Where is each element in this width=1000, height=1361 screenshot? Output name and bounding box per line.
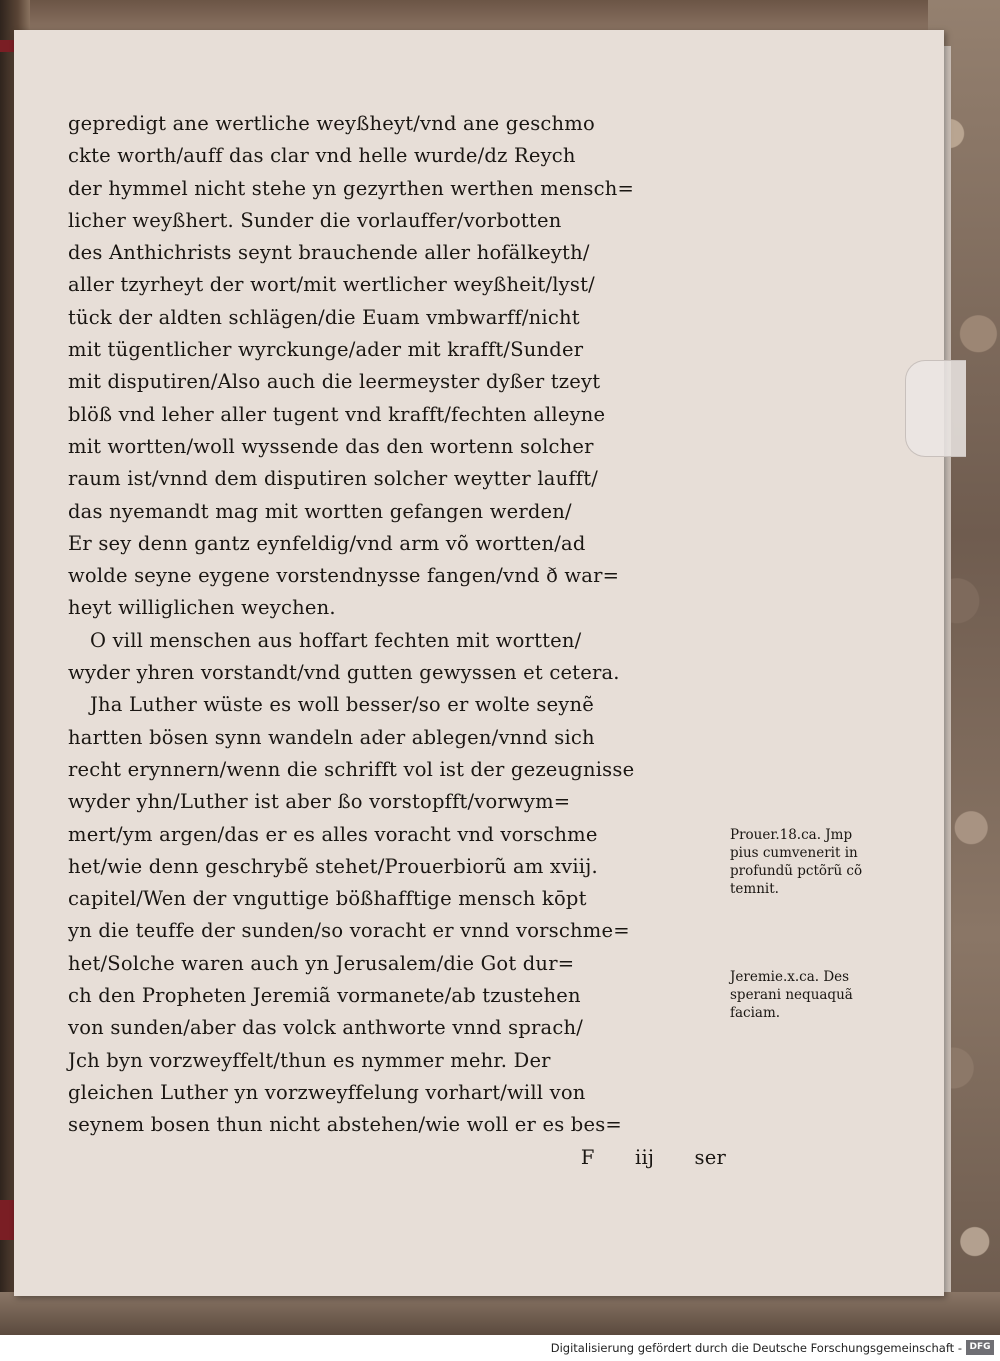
text-line: het/Solche waren auch yn Jerusalem/die Got dur=: [68, 951, 575, 975]
text-line: mert/ym argen/das er es alles voracht vnd vorschme: [68, 822, 598, 846]
text-line: het/wie denn geschrybẽ stehet/Prouerbiorũ am xviij.: [68, 854, 598, 878]
text-line: hartten bösen synn wandeln ader ablegen/vnnd sich: [68, 725, 595, 749]
margin-note-line: faciam.: [730, 1005, 781, 1021]
text-line: ckte worth/auff das clar vnd helle wurde/dz Reych: [68, 144, 576, 168]
text-line: von sunden/aber das volck anthworte vnnd sprach/: [68, 1016, 584, 1040]
text-line: ch den Propheten Jeremiã vormanete/ab tzustehen: [68, 984, 581, 1008]
margin-note-proverbs: [730, 826, 910, 898]
margin-note-jeremiah: [730, 968, 910, 1022]
text-line: tück der aldten schlägen/die Euam vmbwarff/nicht: [68, 305, 580, 329]
text-line: blöß vnd leher aller tugent vnd krafft/fechten alleyne: [68, 402, 606, 426]
margin-note-line: sperani nequaquã: [730, 987, 853, 1003]
text-line: wyder yhren vorstandt/vnd gutten gewyssen et cetera.: [68, 661, 620, 685]
text-line: mit disputiren/Also auch die leermeyster dyßer tzeyt: [68, 370, 601, 394]
text-line: Er sey denn gantz eynfeldig/vnd arm võ wortten/ad: [68, 531, 586, 555]
text-line: capitel/Wen der vnguttige bößhafftige mensch kōpt: [68, 887, 587, 911]
text-line: yn die teuffe der sunden/so voracht er vnnd vorschme=: [68, 919, 630, 943]
text-line: das nyemandt mag mit wortten gefangen werden/: [68, 499, 572, 523]
footer-bar: [0, 1335, 1000, 1361]
page-tab-marker: [905, 360, 966, 457]
text-line: licher weyßhert. Sunder die vorlauffer/vorbotten: [68, 208, 562, 232]
text-line: gepredigt ane wertliche weyßheyt/vnd ane geschmo: [68, 112, 595, 135]
text-line: aller tzyrheyt der wort/mit wertlicher weyßheit/lyst/: [68, 273, 595, 297]
text-line: mit tügentlicher wyrckunge/ader mit krafft/Sunder: [68, 338, 584, 362]
text-line: mit wortten/woll wyssende das den wortenn solcher: [68, 434, 594, 458]
book-bottom-edge: [0, 1292, 1000, 1335]
text-line: F iij ser: [580, 1145, 726, 1169]
text-line: gleichen Luther yn vorzweyffelung vorhart/will von: [68, 1080, 586, 1104]
text-line: seynem bosen thun nicht abstehen/wie woll er es bes=: [68, 1113, 622, 1137]
text-line: heyt williglichen weychen.: [68, 596, 336, 620]
margin-note-line: pius cumvenerit in: [730, 845, 858, 861]
book-top-edge: [0, 0, 1000, 34]
text-line: wyder yhn/Luther ist aber ßo vorstopfft/vorwym=: [68, 790, 571, 814]
margin-note-line: Jeremie.x.ca. Des: [730, 969, 850, 985]
margin-note-line: temnit.: [730, 881, 779, 897]
text-line: der hymmel nicht stehe yn gezyrthen werthen mensch=: [68, 176, 635, 200]
dfg-logo-icon: DFG: [966, 1340, 994, 1355]
margin-note-line: Prouer.18.ca. Jmp: [730, 827, 853, 843]
text-line: Jch byn vorzweyffelt/thun es nymmer mehr. Der: [68, 1048, 551, 1072]
text-line: Jha Luther wüste es woll besser/so er wolte seynẽ: [90, 693, 595, 717]
text-line: des Anthichrists seynt brauchende aller hofälkeyth/: [68, 241, 590, 265]
text-line: wolde seyne eygene vorstendnysse fangen/vnd ð war=: [68, 564, 620, 588]
funding-credit: Digitalisierung gefördert durch die Deutsche Forschungsgemeinschaft -: [550, 1341, 962, 1355]
text-line: recht erynnern/wenn die schrifft vol ist der gezeugnisse: [68, 757, 635, 781]
text-line: raum ist/vnnd dem disputiren solcher weytter laufft/: [68, 467, 598, 491]
margin-note-line: profundũ pctõrũ cõ: [730, 863, 863, 879]
main-text-block: [68, 108, 740, 1174]
text-line: O vill menschen aus hoffart fechten mit wortten/: [90, 628, 582, 652]
